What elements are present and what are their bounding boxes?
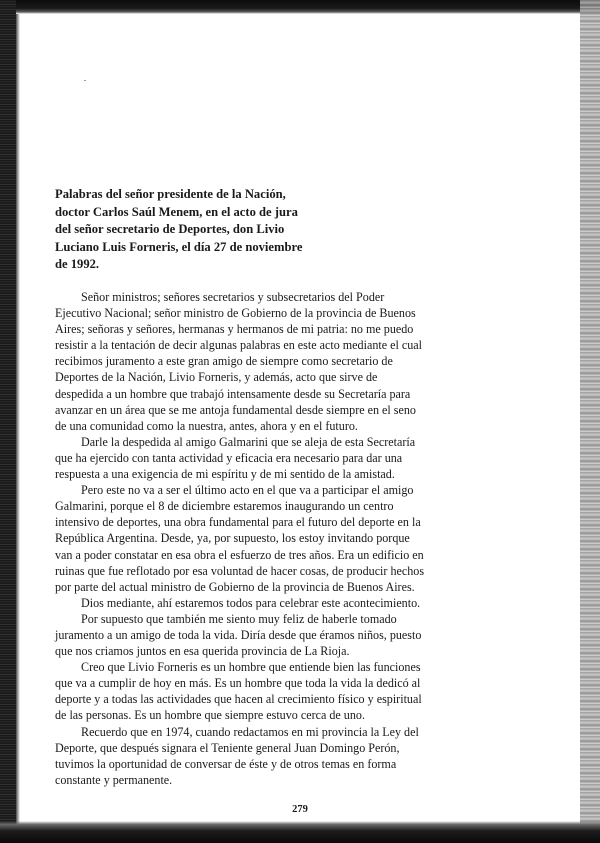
- body-line: República Argentina. Desde, ya, por supuesto, los estoy invitando porque: [55, 531, 410, 546]
- body-line: juramento a un amigo de toda la vida. Diría desde que éramos niños, puesto: [55, 627, 422, 642]
- scan-bottom-border: [0, 821, 600, 843]
- body-line: Dios mediante, ahí estaremos todos para celebrar este acontecimiento.: [81, 595, 421, 610]
- body-line: despedida a un hombre que trabajó intensamente desde su Secretaría para: [55, 386, 411, 401]
- speech-heading: [55, 186, 355, 274]
- scan-left-shadow: [16, 14, 20, 843]
- body-line: Aires; señoras y señores, hermanas y hermanos de mi patria: no me puedo: [55, 322, 414, 337]
- speech-body: [55, 289, 475, 788]
- scan-top-border: [0, 0, 600, 14]
- body-line: que ha ejercido con tanta actividad y eficacia era necesario para dar una: [55, 450, 403, 465]
- body-line: intensivo de deportes, una obra fundamental para el futuro del deporte en la: [55, 515, 421, 530]
- scan-speck: [84, 80, 86, 81]
- body-line: tuvimos la oportunidad de conversar de éste y de otros temas en forma: [55, 756, 397, 771]
- body-line: deporte y a todas las actividades que hacen al crecimiento físico y espiritual: [55, 692, 422, 707]
- body-line: Darle la despedida al amigo Galmarini que se aleja de esta Secretaría: [81, 434, 416, 449]
- heading-line: doctor Carlos Saúl Menem, en el acto de jura: [55, 204, 298, 219]
- body-line: ruinas que fue reflotado por esa voluntad de hacer cosas, de producir hechos: [55, 563, 425, 578]
- body-line: Pero este no va a ser el último acto en el que va a participar el amigo: [81, 483, 414, 498]
- body-line: Por supuesto que también me siento muy feliz de haberle tomado: [81, 611, 397, 626]
- body-line: Ejecutivo Nacional; señor ministro de Gobierno de la provincia de Buenos: [55, 306, 416, 321]
- body-line: respuesta a una exigencia de mi espíritu y de mi sentido de la amistad.: [55, 467, 395, 482]
- body-line: que va a cumplir de hoy en más. Es un hombre que toda la vida la dedicó al: [55, 676, 421, 691]
- heading-line: del señor secretario de Deportes, don Livio: [55, 222, 285, 237]
- body-line: Galmarini, porque el 8 de diciembre estaremos inaugurando un centro: [55, 499, 394, 514]
- body-line: de las personas. Es un hombre que siempre estuvo cerca de uno.: [55, 708, 365, 723]
- body-line: Señor ministros; señores secretarios y subsecretarios del Poder: [81, 290, 385, 304]
- body-line: Deporte, que después signara el Teniente general Juan Domingo Perón,: [55, 740, 400, 755]
- scan-right-border: [580, 0, 600, 843]
- heading-line: de 1992.: [55, 257, 100, 272]
- body-line: resistir a la tentación de decir algunas palabras en este acto mediante el cual: [55, 338, 423, 353]
- body-line: de una comunidad como la nuestra, antes, ahora y en el futuro.: [55, 418, 358, 433]
- scan-left-border: [0, 0, 16, 843]
- body-line: Creo que Livio Forneris es un hombre que entiende bien las funciones: [81, 660, 421, 675]
- body-line: Recuerdo que en 1974, cuando redactamos en mi provincia la Ley del: [81, 724, 419, 739]
- body-line: avanzar en un área que se me antoja fundamental desde siempre en el seno: [55, 402, 416, 417]
- page-number: 279: [292, 804, 308, 815]
- heading-line: Palabras del señor presidente de la Nación,: [55, 187, 286, 201]
- body-line: Deportes de la Nación, Livio Forneris, y además, acto que sirve de: [55, 370, 378, 385]
- body-line: por parte del actual ministro de Gobierno de la provincia de Buenos Aires.: [55, 579, 415, 594]
- body-line: recibimos juramento a este gran amigo de siempre como secretario de: [55, 354, 393, 369]
- heading-line: Luciano Luis Forneris, el día 27 de noviembre: [55, 239, 303, 254]
- body-line: constante y permanente.: [55, 772, 173, 787]
- body-line: van a poder constatar en esa obra el esfuerzo de tres años. Era un edificio en: [55, 547, 424, 562]
- body-line: que nos criamos juntos en esa querida provincia de La Rioja.: [55, 644, 350, 659]
